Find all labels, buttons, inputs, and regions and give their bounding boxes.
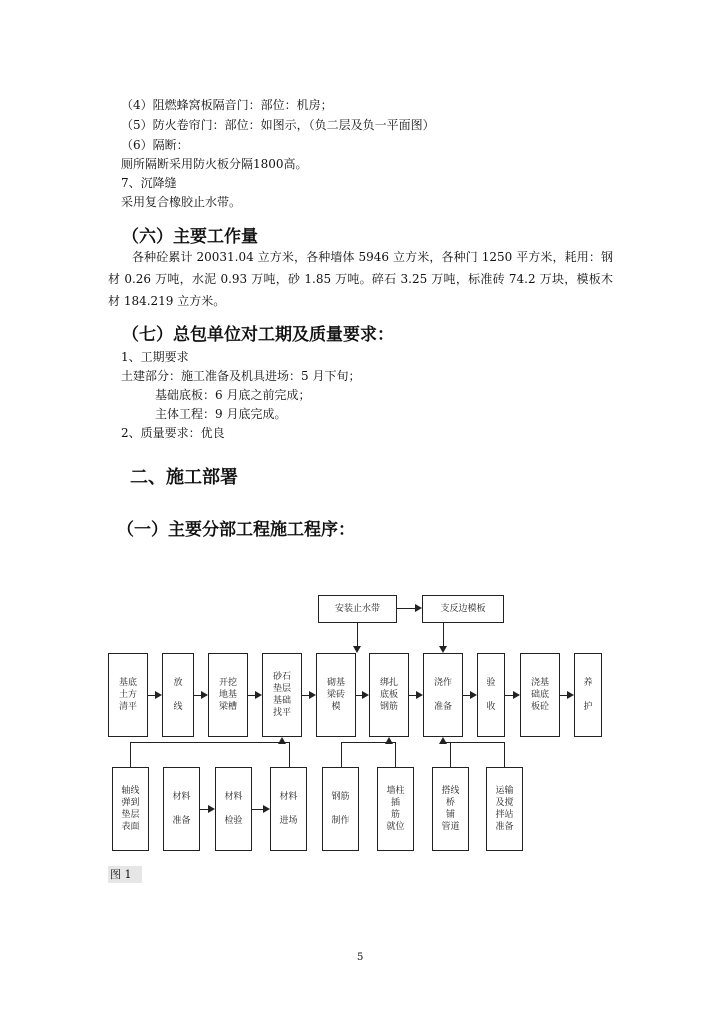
- flow-box-main: 浇作 准备: [423, 653, 463, 737]
- paragraph: 各种砼累计 20031.04 立方米，各种墙体 5946 立方米，各种门 1250 平方米，耗用：钢材 0.26 万吨，水泥 0.93 万吨，砂 1.85 万吨。碎石 3.25 万吨，标准砖 74.2 万块，模板木材 184.219 立方米。: [108, 250, 613, 308]
- flow-box-bottom: 材料 检验: [215, 767, 252, 851]
- flow-box-main: 浇基 础底 板砼: [520, 653, 560, 737]
- figure-label: 图 1: [108, 866, 142, 883]
- flow-box-main: 砌基 梁砖 模: [316, 653, 356, 737]
- flow-arrow: [385, 737, 393, 744]
- page-number: 5: [357, 952, 364, 963]
- flow-box-top: 支反边模板: [422, 595, 504, 623]
- flow-arrow: [567, 691, 574, 699]
- flow-arrow: [362, 691, 369, 699]
- text-line: （4）阻燃蜂窝板隔音门：部位：机房；: [121, 98, 333, 112]
- flow-box-main: 砂石 垫层 基础 找平: [262, 653, 302, 737]
- text-line: （6）隔断：: [121, 138, 189, 152]
- text-line: 土建部分：施工准备及机具进场：5 月下旬；: [121, 369, 361, 383]
- flow-box-bottom: 钢筋 制作: [322, 767, 359, 851]
- flow-box-main: 绑扎 底板 钢筋: [369, 653, 409, 737]
- subsection-heading: （一）主要分部工程施工程序：: [117, 520, 355, 540]
- flow-arrow: [439, 646, 447, 653]
- section-heading: （七）总包单位对工期及质量要求：: [122, 325, 394, 345]
- flow-arrow: [470, 691, 477, 699]
- flow-box-main: 养 护: [574, 653, 602, 737]
- flow-box-top: 安装止水带: [318, 595, 397, 623]
- flow-box-bottom: 运输 及搅 拌站 准备: [486, 767, 523, 851]
- text-line: 厕所隔断采用防火板分隔1800高。: [121, 157, 308, 171]
- part-heading: 二、施工部署: [130, 467, 238, 488]
- flow-box-bottom: 材料 进场: [270, 767, 307, 851]
- flow-arrow: [416, 691, 423, 699]
- text-line: 采用复合橡胶止水带。: [121, 195, 242, 209]
- text-line: 2、质量要求：优良: [121, 426, 225, 440]
- flow-arrow: [263, 805, 270, 813]
- flow-arrow: [208, 805, 215, 813]
- text-line: （5）防火卷帘门：部位：如图示，（负二层及负一平面图）: [121, 118, 435, 132]
- text-line: 主体工程：9 月底完成。: [155, 407, 287, 421]
- section-heading: （六）主要工作量: [122, 227, 258, 247]
- flow-arrow: [155, 691, 162, 699]
- flow-box-main: 开挖 地基 梁槽: [208, 653, 248, 737]
- text-line: 基础底板：6 月底之前完成；: [155, 388, 311, 402]
- flow-arrow: [415, 604, 422, 612]
- flow-box-bottom: 轴线 弹到 垫层 表面: [112, 767, 149, 851]
- flow-arrow: [255, 691, 262, 699]
- flow-arrow: [353, 646, 361, 653]
- flow-arrow: [513, 691, 520, 699]
- flow-box-main: 验 收: [477, 653, 505, 737]
- flow-box-main: 放 线: [162, 653, 194, 737]
- flow-arrow: [309, 691, 316, 699]
- flow-box-main: 基底 土方 清平: [108, 653, 148, 737]
- flow-box-bottom: 墙柱 插 筋 就位: [377, 767, 414, 851]
- text-line: 7、沉降缝: [121, 176, 177, 190]
- flow-box-bottom: 材料 准备: [163, 767, 200, 851]
- text-line: 1、工期要求: [121, 350, 189, 364]
- flow-box-bottom: 搭线 桥 铺 管道: [432, 767, 469, 851]
- flow-arrow: [201, 691, 208, 699]
